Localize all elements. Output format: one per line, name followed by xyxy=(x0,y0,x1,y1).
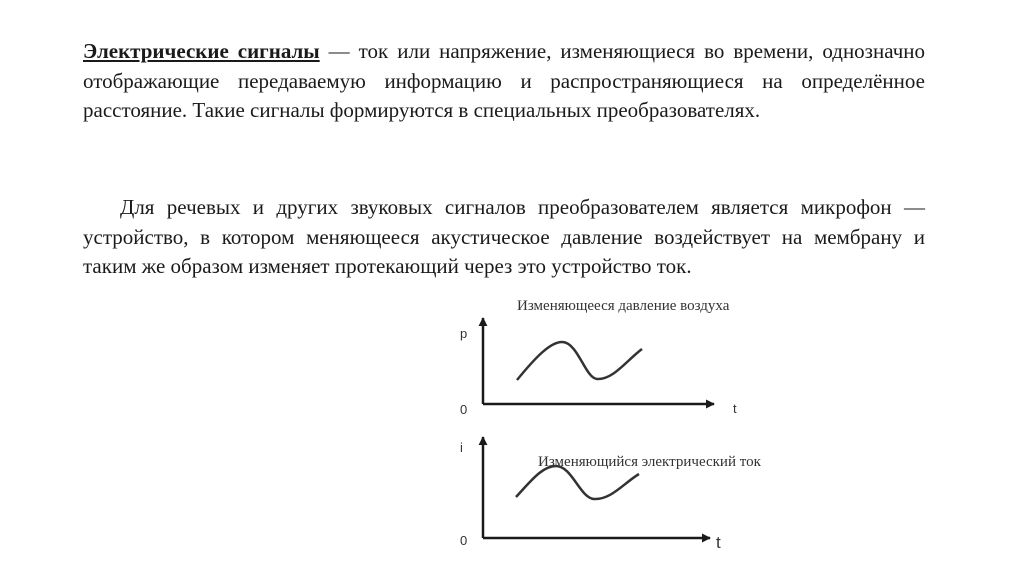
bottom-graph-x-label: t xyxy=(716,533,721,552)
bottom-graph xyxy=(460,437,762,552)
term-electric-signals: Электрические сигналы xyxy=(83,39,320,63)
bottom-graph-y-label: i xyxy=(460,440,463,455)
bottom-graph-current-curve xyxy=(516,466,639,499)
top-graph-origin-label: 0 xyxy=(460,402,468,417)
microphone-paragraph: Для речевых и других звуковых сигналов преобразователем является микрофон — устройство, в котором меняющееся акустическое давление воздействует на мембрану и таким же образом изменяет протекающий через это устройство ток. xyxy=(83,195,925,278)
bottom-graph-caption: Изменяющийся электрический ток xyxy=(538,454,761,470)
top-graph xyxy=(460,298,737,417)
top-graph-pressure-curve xyxy=(517,342,642,380)
top-graph-caption: Изменяющееся давление воздуха xyxy=(517,298,730,314)
top-graph-y-label: p xyxy=(460,326,468,341)
bottom-graph-origin-label: 0 xyxy=(460,533,468,548)
definition-text: — ток или напряжение, изменяющиеся во времени, однозначно отображающие передаваемую информацию и распространяющиеся на определённое расстояние. Такие сигналы формируются в специальных преобразователях. xyxy=(83,39,926,122)
top-graph-x-label: t xyxy=(733,401,737,416)
